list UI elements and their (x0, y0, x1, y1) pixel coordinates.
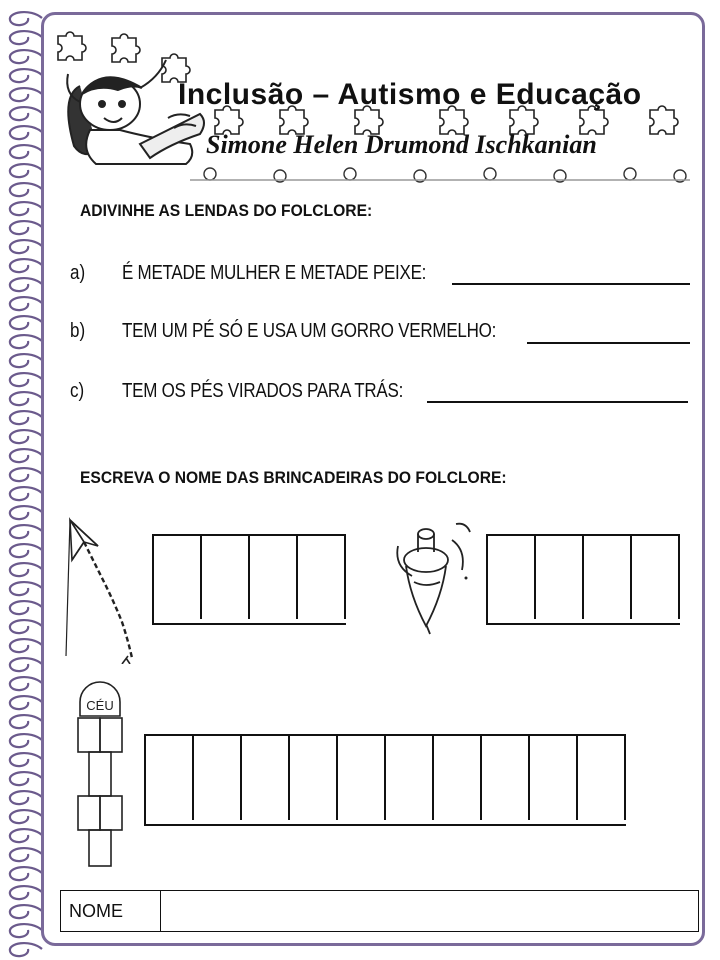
name-label: NOME (61, 891, 161, 931)
section-title-legends: ADIVINHE AS LENDAS DO FOLCLORE: (80, 201, 373, 220)
answer-line-c[interactable] (427, 401, 688, 403)
spiral-loop (10, 601, 42, 614)
spiral-loop (10, 164, 42, 177)
letter-box[interactable] (298, 536, 346, 619)
letter-box[interactable] (434, 736, 482, 820)
spiral-loop (10, 183, 42, 196)
spiral-loop (10, 354, 42, 367)
letter-box[interactable] (584, 536, 632, 619)
spiral-loop (10, 563, 42, 576)
spiral-loop (10, 69, 42, 82)
spinning-top-icon (396, 516, 476, 638)
spiral-loop (10, 202, 42, 215)
hopscotch-label: CÉU (86, 698, 114, 713)
spiral-loop (10, 734, 42, 747)
spiral-loop (10, 335, 42, 348)
spiral-loop (10, 791, 42, 804)
spiral-loop (10, 449, 42, 462)
spiral-loop (10, 50, 42, 63)
spiral-loop (10, 544, 42, 557)
spiral-loop (10, 316, 42, 329)
spiral-loop (10, 107, 42, 120)
spiral-loop (10, 772, 42, 785)
spiral-loop (10, 639, 42, 652)
spiral-loop (10, 392, 42, 405)
kite-icon (60, 516, 135, 664)
spiral-loop (10, 677, 42, 690)
spiral-loop (10, 506, 42, 519)
spiral-loop (10, 145, 42, 158)
spiral-loop (10, 88, 42, 101)
spiral-loop (10, 278, 42, 291)
letter-box[interactable] (338, 736, 386, 820)
letter-box[interactable] (290, 736, 338, 820)
spiral-loop (10, 620, 42, 633)
spiral-loop (10, 848, 42, 861)
spiral-loop (10, 582, 42, 595)
letter-box[interactable] (146, 736, 194, 820)
answer-boxes-top (486, 534, 680, 625)
spiral-loop (10, 715, 42, 728)
spiral-loop (10, 12, 42, 25)
spiral-loop (10, 753, 42, 766)
letter-box[interactable] (202, 536, 250, 619)
question-letter-a: a) (70, 262, 86, 284)
spiral-loop (10, 221, 42, 234)
name-field[interactable] (161, 891, 698, 931)
spiral-loop (10, 886, 42, 899)
name-table (60, 890, 699, 932)
question-letter-b: b) (70, 320, 86, 342)
spiral-loop (10, 487, 42, 500)
spiral-loop (10, 525, 42, 538)
spiral-loop (10, 31, 42, 44)
letter-box[interactable] (632, 536, 680, 619)
section-title-games: ESCREVA O NOME DAS BRINCADEIRAS DO FOLCLORE: (80, 468, 507, 487)
header-author: Simone Helen Drumond Ischkanian (206, 130, 597, 159)
spiral-loop (10, 411, 42, 424)
answer-line-b[interactable] (527, 342, 690, 344)
letter-box[interactable] (536, 536, 584, 619)
answer-line-a[interactable] (452, 283, 690, 285)
letter-box[interactable] (488, 536, 536, 619)
flowers-decoration (190, 168, 690, 182)
spiral-loop (10, 240, 42, 253)
letter-box[interactable] (482, 736, 530, 820)
spiral-loop (10, 658, 42, 671)
letter-box[interactable] (194, 736, 242, 820)
spiral-loop (10, 810, 42, 823)
spiral-loop (10, 430, 42, 443)
answer-boxes-kite (152, 534, 346, 625)
letter-box[interactable] (242, 736, 290, 820)
question-text-a: É METADE MULHER E METADE PEIXE: (122, 262, 427, 284)
question-text-b: TEM UM PÉ SÓ E USA UM GORRO VERMELHO: (122, 320, 497, 342)
spiral-loop (10, 696, 42, 709)
spiral-loop (10, 259, 42, 272)
spiral-loop (10, 468, 42, 481)
spiral-loop (10, 924, 42, 937)
header-title: Inclusão – Autismo e Educação (178, 78, 642, 111)
spiral-loop (10, 943, 42, 956)
letter-box[interactable] (530, 736, 578, 820)
spiral-loop (10, 905, 42, 918)
answer-boxes-hopscotch (144, 734, 626, 826)
letter-box[interactable] (154, 536, 202, 619)
spiral-loop (10, 373, 42, 386)
letter-box[interactable] (578, 736, 626, 820)
question-text-c: TEM OS PÉS VIRADOS PARA TRÁS: (122, 380, 404, 402)
spiral-loop (10, 829, 42, 842)
girl-illustration (67, 60, 204, 164)
letter-box[interactable] (250, 536, 298, 619)
spiral-loop (10, 867, 42, 880)
letter-box[interactable] (386, 736, 434, 820)
question-letter-c: c) (70, 380, 85, 402)
hopscotch-icon (70, 676, 130, 872)
spiral-loop (10, 297, 42, 310)
spiral-loop (10, 126, 42, 139)
